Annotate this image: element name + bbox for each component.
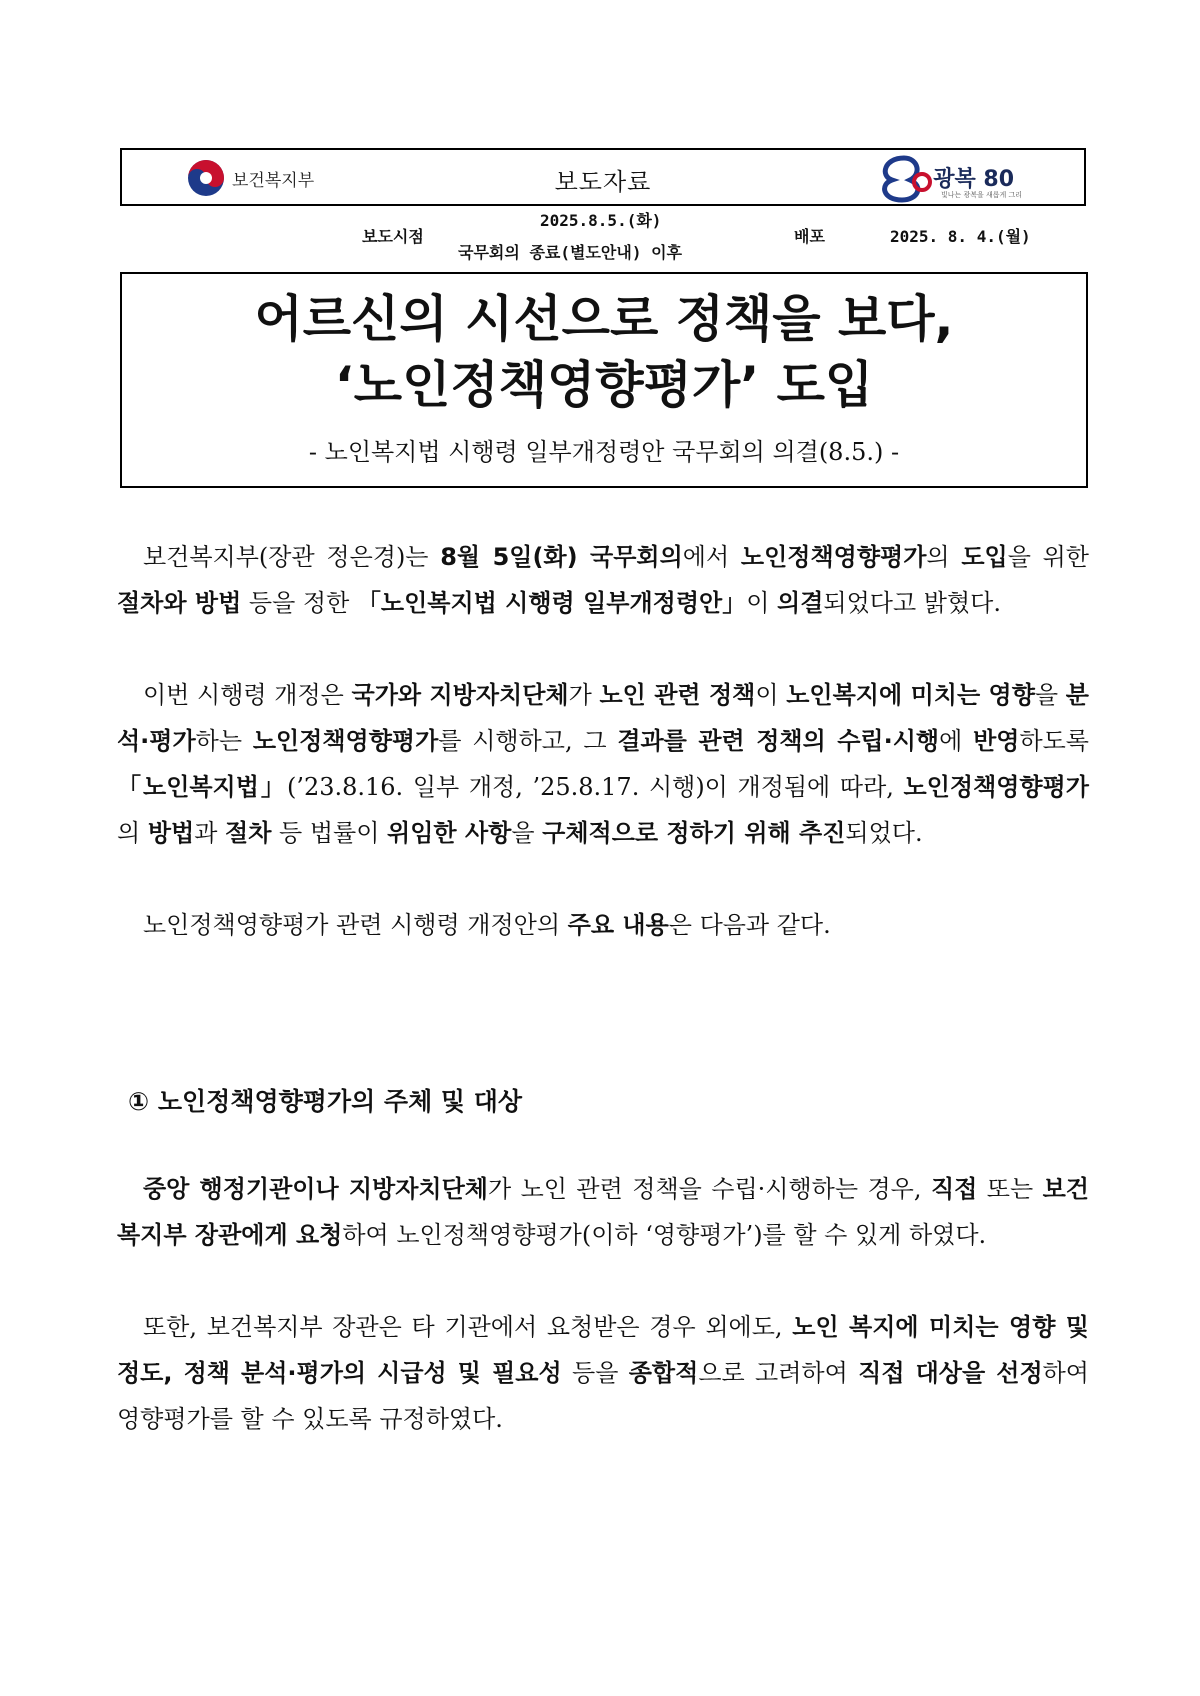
body-text: 과: [194, 819, 226, 847]
body-text: 하여 노인정책영향평가(이하 ‘영향평가’)를 할 수 있게 하였다.: [342, 1221, 987, 1249]
anniversary-tagline: 빛나는 광복을 새롭게 그리: [940, 191, 1022, 199]
paragraph-5: [117, 1304, 1089, 1442]
distribution-label: 배포: [794, 227, 825, 246]
emphasis-text: 국가와 지방자치단체: [351, 681, 569, 709]
paragraph-1: [117, 534, 1089, 626]
body-text: 이: [746, 589, 778, 617]
emphasis-text: 노인 관련 정책: [599, 681, 756, 709]
emphasis-text: 분석·평가: [117, 681, 1089, 755]
emphasis-text: 위임한 사항: [387, 819, 512, 847]
eighty-swirl-icon: [874, 152, 934, 204]
paragraph-3: [117, 902, 1089, 948]
emphasis-text: 노인복지에 미치는 영향: [786, 681, 1035, 709]
emphasis-text: 노인정책영향평가: [740, 543, 927, 571]
release-time-date: 2025.8.5.(화): [540, 211, 662, 230]
emphasis-text: 8월 5일(화) 국무회의: [440, 543, 683, 571]
emphasis-text: 보건복지부 장관에게 요청: [117, 1175, 1089, 1249]
body-text: 등을 정한: [241, 589, 357, 617]
anniversary-label: 광복 80: [933, 167, 1014, 192]
body-text: 의: [117, 819, 148, 847]
body-section-2: [117, 1166, 1089, 1442]
body-text: 이번 시행령 개정은: [143, 681, 352, 709]
emphasis-text: 노인정책영향평가: [903, 773, 1089, 801]
anniversary-logo: [874, 152, 934, 204]
paragraph-4: [117, 1166, 1089, 1258]
body-text: 하여 영향평가를 할 수 있도록 규정하였다.: [117, 1359, 1089, 1433]
emphasis-text: 주요 내용: [567, 911, 669, 939]
body-text: 가: [568, 681, 600, 709]
body-section-1: [117, 534, 1089, 948]
emphasis-text: 방법: [147, 819, 195, 847]
emphasis-text: 직접: [930, 1175, 978, 1203]
body-text: 되었다.: [845, 819, 923, 847]
body-text: 보건복지부(장관 정은경)는: [143, 543, 441, 571]
emphasis-text: 종합적: [628, 1359, 699, 1387]
document-type: 보도자료: [554, 168, 652, 196]
header-box: [120, 148, 1086, 206]
section-heading-1: ① 노인정책영향평가의 주체 및 대상: [128, 1087, 523, 1116]
body-text: (’23.8.16. 일부 개정, ’25.8.17. 시행)이 개정됨에 따라,: [286, 773, 904, 801]
body-text: 을: [1034, 681, 1066, 709]
body-text: 은 다음과 같다.: [668, 911, 831, 939]
distribution-date: 2025. 8. 4.(월): [890, 227, 1031, 246]
subtitle: - 노인복지법 시행령 일부개정령안 국무회의 의결(8.5.) -: [308, 438, 900, 466]
release-time-label: 보도시점: [362, 227, 424, 246]
emphasis-text: 「노인복지법」: [117, 773, 287, 801]
emphasis-text: 「노인복지법 시행령 일부개정령안」: [356, 589, 747, 617]
body-text: 등을: [561, 1359, 629, 1387]
body-text: 하는: [195, 727, 253, 755]
body-text: 으로 고려하여: [698, 1359, 859, 1387]
body-text: 을 위한: [1007, 543, 1089, 571]
title-line-2: ‘노인정책영향평가’ 도입: [334, 356, 874, 414]
emphasis-text: 노인 복지에 미치는 영향 및 정도, 정책 분석·평가의 시급성 및 필요성: [117, 1313, 1089, 1387]
release-time-condition: 국무회의 종료(별도안내) 이후: [458, 243, 683, 262]
body-text: 가 노인 관련 정책을 수립·시행하는 경우,: [487, 1175, 931, 1203]
emphasis-text: 구체적으로 정하기 위해 추진: [542, 819, 846, 847]
emphasis-text: 결과를 관련 정책의 수립·시행: [617, 727, 940, 755]
body-text: 또는: [977, 1175, 1043, 1203]
title-line-1: 어르신의 시선으로 정책을 보다,: [254, 290, 954, 348]
body-text: 을: [511, 819, 543, 847]
body-text: 를 시행하고, 그: [438, 727, 618, 755]
body-text: 등 법률이: [271, 819, 388, 847]
emphasis-text: 노인정책영향평가: [252, 727, 439, 755]
body-text: 노인정책영향평가 관련 시행령 개정안의: [143, 911, 568, 939]
body-text: 또한, 보건복지부 장관은 타 기관에서 요청받은 경우 외에도,: [143, 1313, 793, 1341]
title-box: [120, 272, 1088, 488]
emphasis-text: 도입: [961, 543, 1008, 571]
paragraph-2: [117, 672, 1089, 856]
body-text: 에서: [682, 543, 741, 571]
emphasis-text: 반영: [973, 727, 1020, 755]
emphasis-text: 절차와 방법: [117, 589, 242, 617]
body-text: 의: [926, 543, 962, 571]
ministry-name: 보건복지부: [232, 170, 315, 191]
emphasis-text: 중앙 행정기관이나 지방자치단체: [143, 1175, 488, 1203]
body-text: 하도록: [1019, 727, 1089, 755]
emphasis-text: 직접 대상을 선정: [858, 1359, 1043, 1387]
body-text: 되었다고 밝혔다.: [823, 589, 1001, 617]
body-text: 에: [939, 727, 974, 755]
emphasis-text: 의결: [777, 589, 824, 617]
body-text: 이: [755, 681, 787, 709]
emphasis-text: 절차: [225, 819, 272, 847]
